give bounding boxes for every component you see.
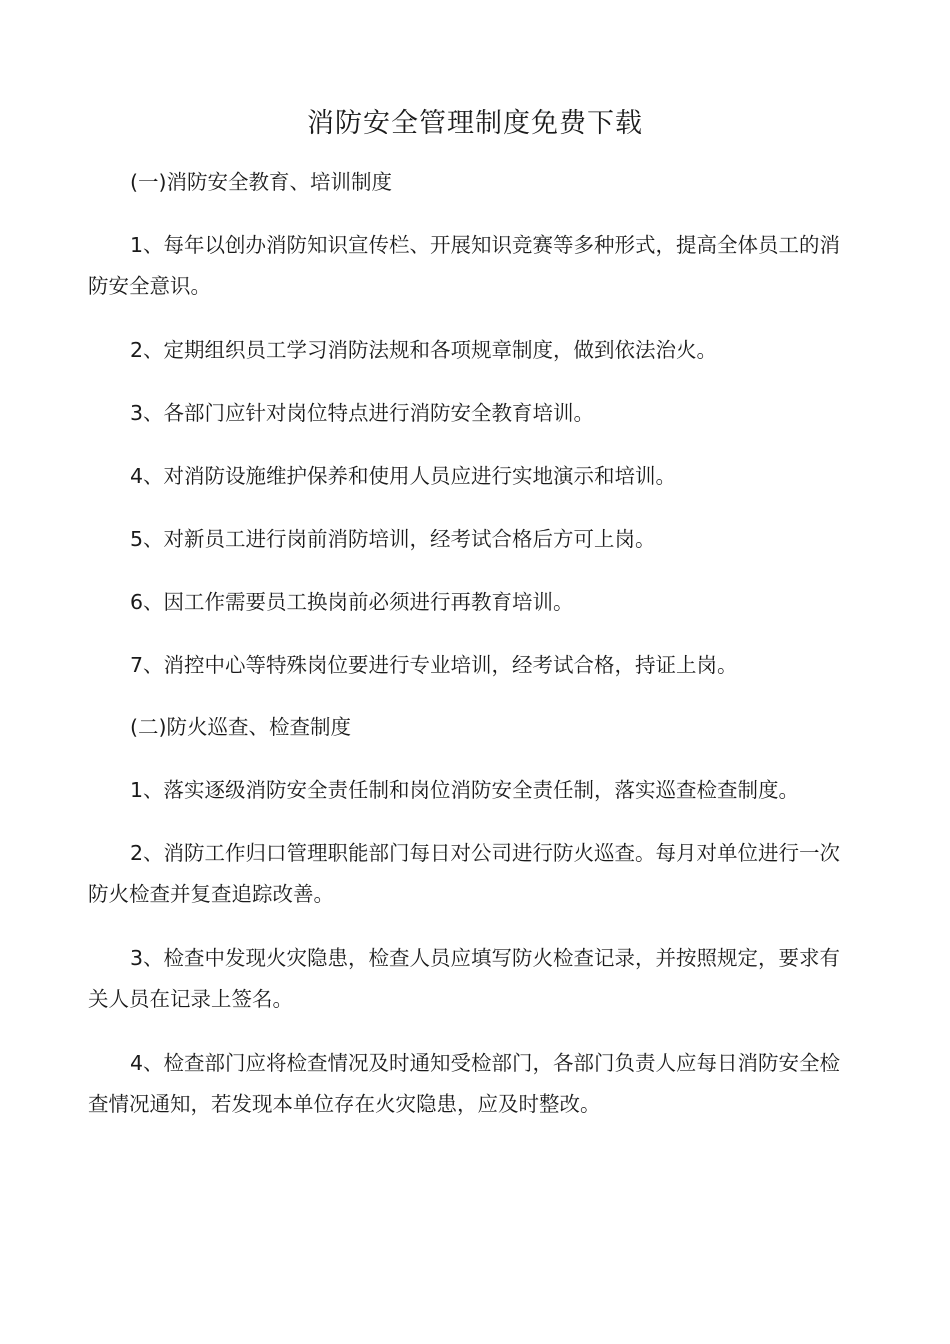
paragraph: 7、消控中心等特殊岗位要进行专业培训，经考试合格，持证上岗。 bbox=[130, 653, 738, 677]
paragraph: 1、每年以创办消防知识宣传栏、开展知识竞赛等多种形式，提高全体员工的消防安全意识。 bbox=[88, 233, 841, 298]
paragraph: 3、各部门应针对岗位特点进行消防安全教育培训。 bbox=[130, 401, 595, 425]
paragraph: 2、消防工作归口管理职能部门每日对公司进行防火巡查。每月对单位进行一次防火检查并复查追踪改善。 bbox=[88, 841, 841, 906]
paragraph: 4、对消防设施维护保养和使用人员应进行实地演示和培训。 bbox=[130, 464, 677, 488]
paragraph: 4、检查部门应将检查情况及时通知受检部门，各部门负责人应每日消防安全检查情况通知，若发现本单位存在火灾隐患，应及时整改。 bbox=[88, 1051, 841, 1116]
paragraph: 5、对新员工进行岗前消防培训，经考试合格后方可上岗。 bbox=[130, 527, 656, 551]
paragraph: 2、定期组织员工学习消防法规和各项规章制度，做到依法治火。 bbox=[130, 338, 718, 362]
document-title: 消防安全管理制度免费下载 bbox=[307, 108, 643, 139]
section-heading-2: (二)防火巡查、检查制度 bbox=[130, 715, 351, 739]
paragraph: 1、落实逐级消防安全责任制和岗位消防安全责任制，落实巡查检查制度。 bbox=[130, 778, 800, 802]
paragraph: 6、因工作需要员工换岗前必须进行再教育培训。 bbox=[130, 590, 574, 614]
section-heading-1: (一)消防安全教育、培训制度 bbox=[130, 170, 392, 194]
paragraph: 3、检查中发现火灾隐患，检查人员应填写防火检查记录，并按照规定，要求有关人员在记录上签名。 bbox=[88, 946, 841, 1011]
